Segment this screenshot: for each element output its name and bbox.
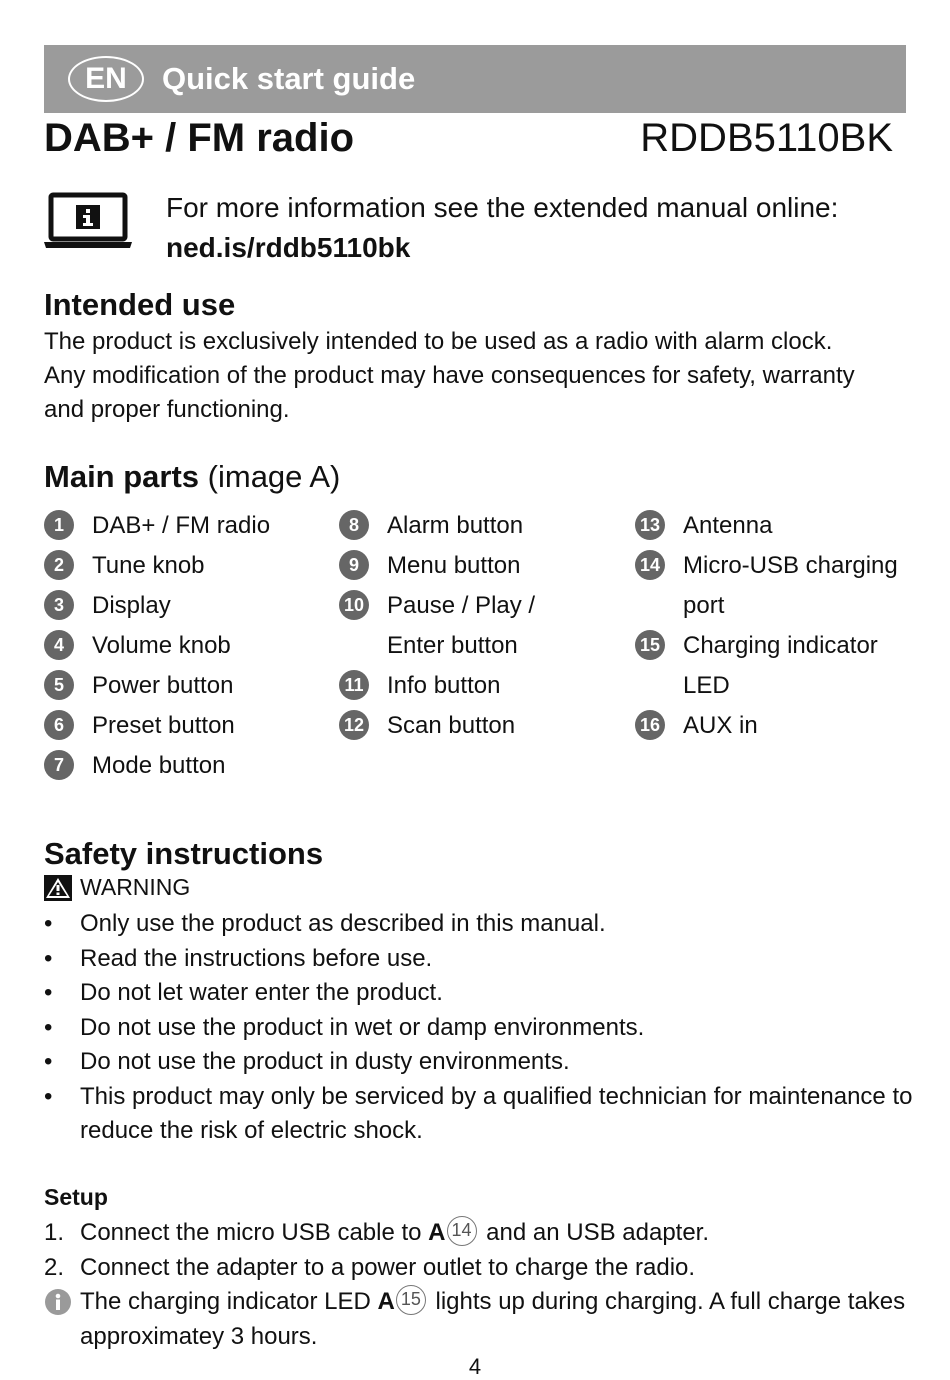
part-label: Info button: [387, 672, 501, 699]
part-number: 7: [44, 750, 74, 780]
model-number: RDDB5110BK: [640, 116, 893, 160]
part-label: Alarm button: [387, 512, 524, 539]
part-item: [635, 546, 915, 626]
step-number: 2.: [44, 1253, 65, 1281]
part-label: Micro-USB charging port: [683, 552, 898, 619]
info-text: [166, 188, 838, 268]
part-label: Mode button: [92, 752, 226, 779]
page-number: 4: [468, 1354, 482, 1379]
manual-url[interactable]: ned.is/rddb5110bk: [166, 232, 411, 263]
part-label: Scan button: [387, 712, 516, 739]
part-number: 13: [635, 510, 665, 540]
list-item: [44, 942, 914, 977]
part-item: [44, 506, 314, 546]
part-label: AUX in: [683, 712, 758, 739]
part-number: 10: [339, 590, 369, 620]
product-title: DAB+ / FM radio: [44, 116, 355, 160]
part-item: [339, 706, 604, 746]
main-parts-heading: [44, 459, 340, 495]
image-ref: A: [428, 1219, 446, 1246]
step-text: Connect the micro USB cable to: [80, 1219, 429, 1246]
info-circle-icon: [44, 1288, 72, 1316]
part-number: 11: [339, 670, 369, 700]
part-item: [339, 506, 604, 546]
part-item: [635, 506, 915, 546]
part-item: [44, 706, 314, 746]
intended-use-line: and proper functioning.: [44, 396, 290, 423]
warning-label: WARNING: [80, 874, 191, 900]
part-item: [44, 746, 314, 786]
part-label: Volume knob: [92, 632, 231, 659]
part-item: [44, 546, 314, 586]
safety-item-text: Read the instructions before use.: [80, 944, 433, 972]
part-item: [339, 666, 604, 706]
setup-step: [44, 1251, 914, 1286]
part-number: 15: [635, 630, 665, 660]
laptop-info-icon: [44, 192, 132, 250]
parts-column-2: [339, 506, 604, 746]
warning-line: [44, 874, 190, 901]
part-label: Pause / Play / Enter button: [387, 592, 536, 659]
parts-column-1: [44, 506, 314, 786]
safety-item-text: Do not let water enter the product.: [80, 979, 443, 1006]
setup-step: [44, 1216, 914, 1251]
intended-use-text: [44, 325, 924, 427]
part-item: [44, 626, 314, 666]
parts-column-3: [635, 506, 915, 746]
part-item: [44, 586, 314, 626]
part-label: Antenna: [683, 512, 773, 539]
bullet: •: [44, 979, 53, 1006]
part-item: [339, 546, 604, 586]
bullet: •: [44, 910, 53, 937]
header-banner: [44, 45, 906, 113]
part-label: Menu button: [387, 552, 521, 579]
info-sentence: For more information see the extended manual online:: [166, 192, 839, 223]
part-item: [339, 586, 604, 666]
part-label: Charging indicator LED: [683, 632, 878, 699]
bullet: •: [44, 944, 53, 972]
part-number: 12: [339, 710, 369, 740]
list-item: [44, 1045, 914, 1080]
part-label: DAB+ / FM radio: [92, 512, 271, 539]
intended-use-heading: Intended use: [44, 287, 236, 322]
part-label: Preset button: [92, 712, 235, 739]
image-ref: A: [377, 1288, 395, 1315]
guide-title: Quick start guide: [162, 61, 416, 96]
bullet: •: [44, 1048, 53, 1075]
part-item: [635, 626, 915, 706]
note-text: The charging indicator LED: [80, 1288, 378, 1315]
part-number: 5: [44, 670, 74, 700]
list-item: [44, 1011, 914, 1046]
main-parts-subtitle: (image A): [207, 459, 341, 494]
step-text: Connect the adapter to a power outlet to charge the radio.: [80, 1253, 696, 1281]
list-item: [44, 1080, 914, 1149]
part-label: Tune knob: [92, 552, 205, 579]
part-number: 14: [635, 550, 665, 580]
safety-item-text: Do not use the product in wet or damp environments.: [80, 1013, 645, 1041]
safety-item-text: This product may only be serviced by a qualified technician for maintenance to reduce the risk of electric shock.: [80, 1082, 913, 1144]
intended-use-line: Any modification of the product may have consequences for safety, warranty: [44, 362, 855, 389]
part-item: [44, 666, 314, 706]
part-number: 4: [44, 630, 74, 660]
warning-triangle-icon: [44, 875, 72, 901]
safety-heading: Safety instructions: [44, 836, 324, 871]
list-item: [44, 976, 914, 1011]
part-label: Power button: [92, 672, 234, 699]
part-item: [635, 706, 915, 746]
note-text: lights up during charging. A full charge takes approximatey 3 hours.: [80, 1288, 906, 1350]
safety-item-text: Do not use the product in dusty environments.: [80, 1048, 570, 1075]
part-ref-number: 14: [447, 1216, 477, 1246]
setup-steps: [44, 1216, 914, 1285]
safety-list: [44, 907, 914, 1149]
part-number: 6: [44, 710, 74, 740]
part-ref-number: 15: [396, 1285, 426, 1315]
part-number: 3: [44, 590, 74, 620]
setup-heading: Setup: [44, 1184, 108, 1210]
part-number: 8: [339, 510, 369, 540]
bullet: •: [44, 1013, 53, 1041]
safety-item-text: Only use the product as described in this manual.: [80, 910, 606, 937]
part-number: 16: [635, 710, 665, 740]
main-parts-title: Main parts: [44, 459, 200, 494]
part-number: 1: [44, 510, 74, 540]
charging-note: [44, 1285, 914, 1354]
step-number: 1.: [44, 1219, 65, 1246]
bullet: •: [44, 1082, 53, 1110]
intended-use-line: The product is exclusively intended to be used as a radio with alarm clock.: [44, 328, 833, 355]
part-number: 2: [44, 550, 74, 580]
step-text: and an USB adapter.: [479, 1219, 710, 1246]
language-badge: EN: [68, 56, 144, 102]
list-item: [44, 907, 914, 942]
part-label: Display: [92, 592, 171, 619]
part-number: 9: [339, 550, 369, 580]
